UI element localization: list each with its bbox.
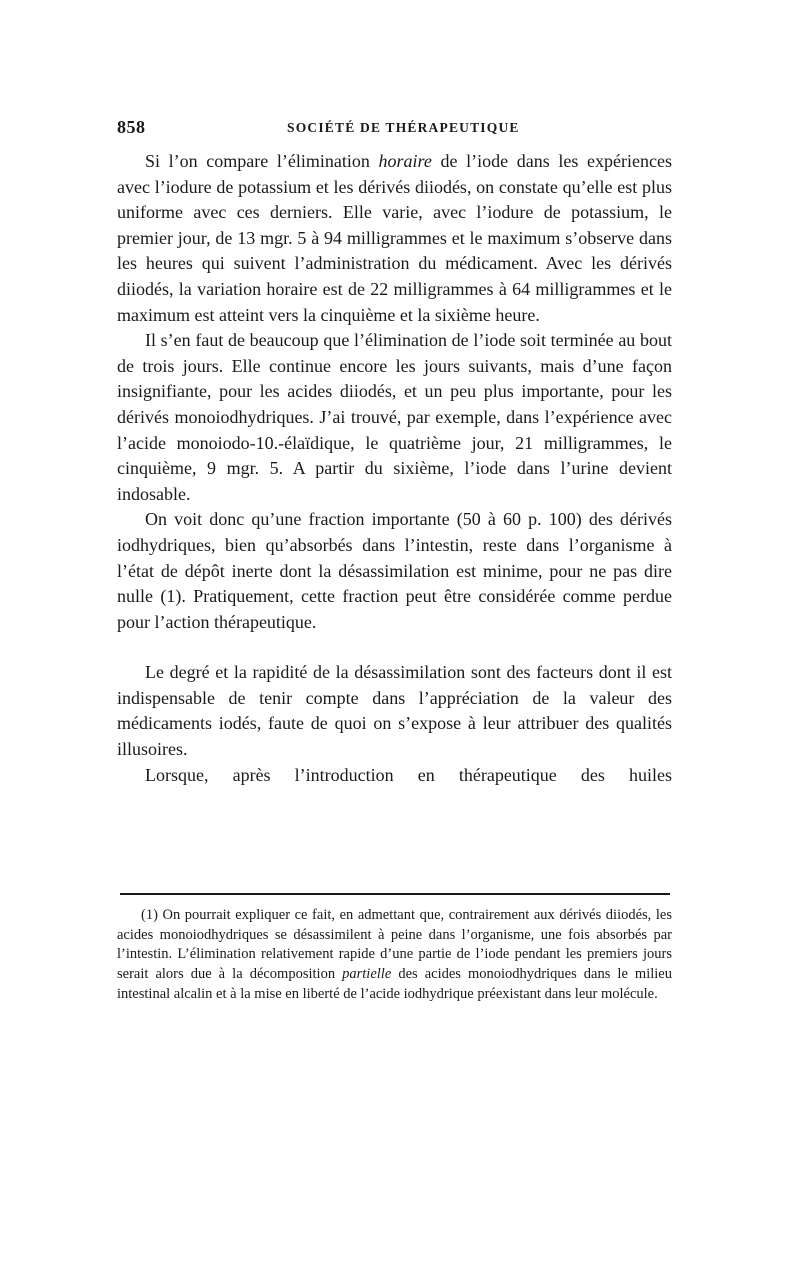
paragraph-text: de l’iode dans les expériences avec l’iodure de potassium et les dérivés diiodés, on constate qu’elle est plus uniforme avec ces derniers. Elle varie, avec l’iodure de potassium, le premier jour, de 13 mgr. 5 à 94 milligrammes et le maximum s’observe dans les heures qui suivent l’administration du médicament. Avec les dérivés diiodés, la variation horaire est de 22 milligrammes à 64 milligrammes et le maximum est atteint vers la cinquième et la sixième heure. <box>117 151 672 325</box>
paragraph-gap <box>117 635 672 660</box>
page-header <box>117 117 670 143</box>
footnote-text <box>117 906 672 1005</box>
running-head: SOCIÉTÉ DE THÉRAPEUTIQUE <box>287 120 520 135</box>
footnote-rule <box>120 893 670 895</box>
paragraph-horaire <box>117 149 672 328</box>
footnote-text-part: des acides monoiodhydriques dans le milieu intestinal alcalin et à la mise en liberté de l’acide iodhydrique préexistant dans leur molécule. <box>117 966 672 1002</box>
emphasis-partielle: partielle <box>342 966 392 983</box>
paragraph-fraction: On voit donc qu’une fraction importante (50 à 60 p. 100) des dérivés iodhydriques, bien qu’absorbés dans l’intestin, reste dans l’organisme à l’état de dépôt inerte dont la désassimilation est minime, pour ne pas dire nulle (1). Pratiquement, cette fraction peut être considérée comme perdue pour l’action thérapeutique. <box>117 509 672 632</box>
page-number: 858 <box>117 117 146 137</box>
body-text <box>117 149 672 788</box>
paragraph-text: Si l’on compare l’élimination <box>145 151 379 171</box>
footnote <box>117 906 672 1005</box>
emphasis-horaire: horaire <box>378 151 432 171</box>
footnote-text-part: (1) On pourrait expliquer ce fait, en admettant que, contrairement aux dérivés diiodés, les acides monoiodhydriques se désassimilent à peine dans l’organisme, une fois absorbés par l’intestin. L’élimination relativement rapide d’une partie de l’iode pendant les premiers jours serait alors due à la décomposition <box>117 907 672 983</box>
paragraph-lorsque: Lorsque, après l’introduction en thérapeutique des huiles <box>145 764 672 785</box>
paragraph-trois-jours: Il s’en faut de beaucoup que l’élimination de l’iode soit terminée au bout de trois jours. Elle continue encore les jours suivants, mais d’une façon insignifiante, pour les acides diiodés, et un peu plus importante, pour les dérivés monoiodhydriques. J’ai trouvé, par exemple, dans l’expérience avec l’acide monoiodo-10.-élaïdique, le quatrième jour, 21 milligrammes, le cinquième, 9 mgr. 5. A partir du sixième, l’iode dans l’urine devient indosable. <box>117 330 672 504</box>
paragraph-desassimilation: Le degré et la rapidité de la désassimilation sont des facteurs dont il est indispensable de tenir compte dans l’appréciation de la valeur des médicaments iodés, faute de quoi on s’expose à leur attribuer des qualités illusoires. <box>117 662 672 760</box>
